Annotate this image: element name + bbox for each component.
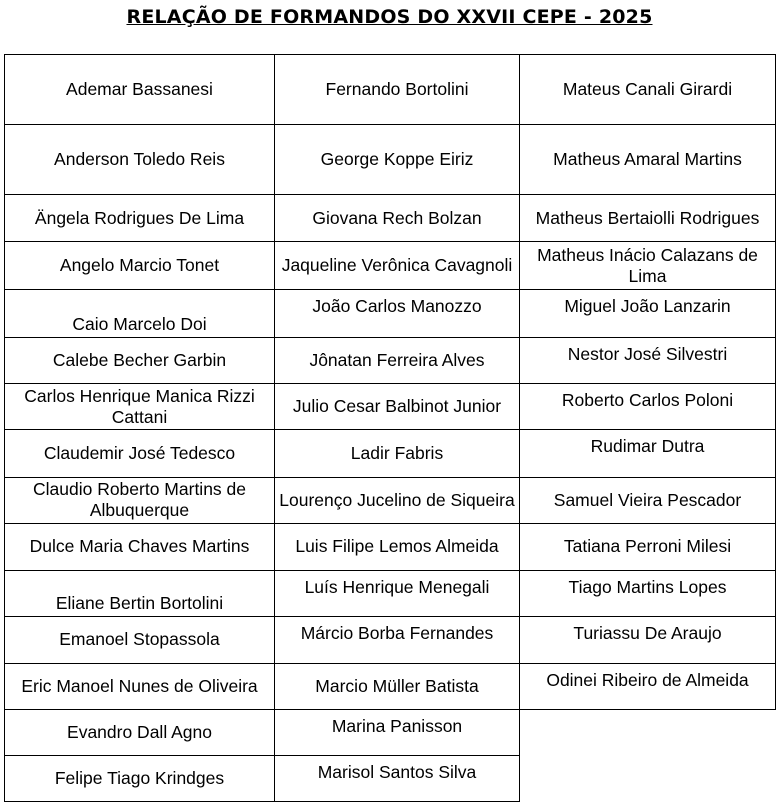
graduate-name-cell: Caio Marcelo Doi (5, 290, 275, 338)
graduate-name-cell: João Carlos Manozzo (275, 290, 520, 338)
graduate-name-cell: Lourenço Jucelino de Siqueira (275, 477, 520, 523)
graduate-name-cell: Márcio Borba Fernandes (275, 616, 520, 663)
table-row (5, 663, 776, 709)
graduate-name-cell: Angelo Marcio Tonet (5, 242, 275, 290)
table-row (5, 125, 776, 195)
empty-cell (520, 709, 776, 755)
graduate-name-cell: Fernando Bortolini (275, 55, 520, 125)
table-row (5, 570, 776, 616)
graduates-table (4, 54, 776, 802)
graduate-name-cell: Evandro Dall Agno (5, 709, 275, 755)
graduate-name-cell: Giovana Rech Bolzan (275, 195, 520, 242)
graduate-name-cell: Matheus Inácio Calazans de Lima (520, 242, 776, 290)
table-row (5, 338, 776, 384)
graduate-name-cell: Rudimar Dutra (520, 430, 776, 477)
graduate-name-cell: Marcio Müller Batista (275, 663, 520, 709)
graduate-name-cell: Ladir Fabris (275, 430, 520, 477)
graduate-name-cell: Anderson Toledo Reis (5, 125, 275, 195)
graduate-name-cell: Dulce Maria Chaves Martins (5, 523, 275, 570)
document-title: RELAÇÃO DE FORMANDOS DO XXVII CEPE - 2025 (126, 6, 653, 28)
graduate-name-cell: Carlos Henrique Manica Rizzi Cattani (5, 384, 275, 430)
graduate-name-cell: Eliane Bertin Bortolini (5, 570, 275, 616)
empty-cell (520, 755, 776, 801)
table-row (5, 616, 776, 663)
graduate-name-cell: Emanoel Stopassola (5, 616, 275, 663)
graduate-name-cell: Miguel João Lanzarin (520, 290, 776, 338)
graduate-name-cell: Tiago Martins Lopes (520, 570, 776, 616)
graduate-name-cell: George Koppe Eiriz (275, 125, 520, 195)
graduate-name-cell: Marisol Santos Silva (275, 755, 520, 801)
graduate-name-cell: Matheus Bertaiolli Rodrigues (520, 195, 776, 242)
graduate-name-cell: Matheus Amaral Martins (520, 125, 776, 195)
graduate-name-cell: Turiassu De Araujo (520, 616, 776, 663)
table-row (5, 195, 776, 242)
graduate-name-cell: Felipe Tiago Krindges (5, 755, 275, 801)
table-row (5, 55, 776, 125)
graduate-name-cell: Roberto Carlos Poloni (520, 384, 776, 430)
table-row (5, 709, 776, 755)
table-row (5, 523, 776, 570)
table-row (5, 430, 776, 477)
graduate-name-cell: Jônatan Ferreira Alves (275, 338, 520, 384)
graduate-name-cell: Mateus Canali Girardi (520, 55, 776, 125)
graduate-name-cell: Ängela Rodrigues De Lima (5, 195, 275, 242)
table-row (5, 242, 776, 290)
graduates-table-body (5, 55, 776, 802)
graduate-name-cell: Claudio Roberto Martins de Albuquerque (5, 477, 275, 523)
graduate-name-cell: Julio Cesar Balbinot Junior (275, 384, 520, 430)
table-row (5, 755, 776, 801)
graduate-name-cell: Ademar Bassanesi (5, 55, 275, 125)
graduate-name-cell: Marina Panisson (275, 709, 520, 755)
table-row (5, 477, 776, 523)
graduate-name-cell: Odinei Ribeiro de Almeida (520, 663, 776, 709)
graduate-name-cell: Eric Manoel Nunes de Oliveira (5, 663, 275, 709)
graduate-name-cell: Samuel Vieira Pescador (520, 477, 776, 523)
graduate-name-cell: Luis Filipe Lemos Almeida (275, 523, 520, 570)
graduate-name-cell: Nestor José Silvestri (520, 338, 776, 384)
table-row (5, 290, 776, 338)
graduate-name-cell: Claudemir José Tedesco (5, 430, 275, 477)
graduate-name-cell: Calebe Becher Garbin (5, 338, 275, 384)
graduate-name-cell: Jaqueline Verônica Cavagnoli (275, 242, 520, 290)
table-row (5, 384, 776, 430)
graduate-name-cell: Luís Henrique Menegali (275, 570, 520, 616)
graduate-name-cell: Tatiana Perroni Milesi (520, 523, 776, 570)
